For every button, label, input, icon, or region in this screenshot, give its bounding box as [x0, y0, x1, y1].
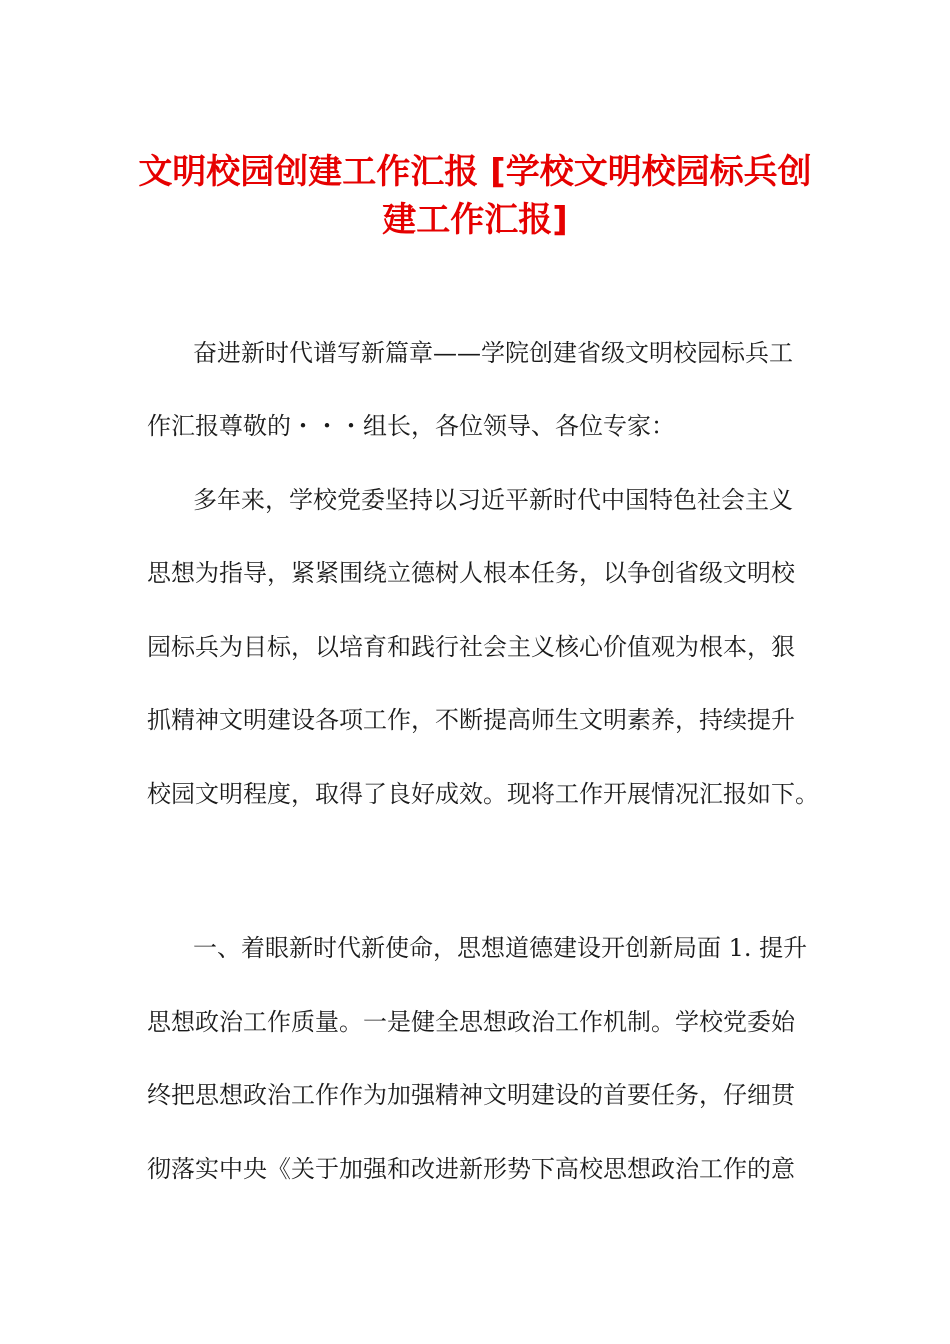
paragraph-1-line-2: 作汇报尊敬的・・・组长，各位领导、各位专家：: [147, 412, 675, 440]
paragraph-3-line-2: 思想政治工作质量。一是健全思想政治工作机制。学校党委始: [147, 1008, 795, 1036]
document-title-line-2: 建工作汇报]: [382, 200, 568, 240]
paragraph-1-line-1: 奋进新时代谱写新篇章——学院创建省级文明校园标兵工: [193, 339, 793, 367]
paragraph-2-line-4: 抓精神文明建设各项工作，不断提高师生文明素养，持续提升: [147, 706, 795, 734]
paragraph-2-line-5: 校园文明程度，取得了良好成效。现将工作开展情况汇报如下。: [147, 780, 819, 808]
paragraph-2-line-1: 多年来，学校党委坚持以习近平新时代中国特色社会主义: [193, 486, 793, 514]
paragraph-2-line-2: 思想为指导，紧紧围绕立德树人根本任务，以争创省级文明校: [147, 559, 795, 587]
document-title-line-1: 文明校园创建工作汇报 [学校文明校园标兵创: [138, 152, 812, 192]
paragraph-3-line-1: 一、着眼新时代新使命，思想道德建设开创新局面 1. 提升: [193, 934, 808, 962]
paragraph-3-line-3: 终把思想政治工作作为加强精神文明建设的首要任务，仔细贯: [147, 1081, 795, 1109]
paragraph-3-line-4: 彻落实中央《关于加强和改进新形势下高校思想政治工作的意: [147, 1155, 795, 1183]
paragraph-2-line-3: 园标兵为目标，以培育和践行社会主义核心价值观为根本，狠: [147, 633, 795, 661]
